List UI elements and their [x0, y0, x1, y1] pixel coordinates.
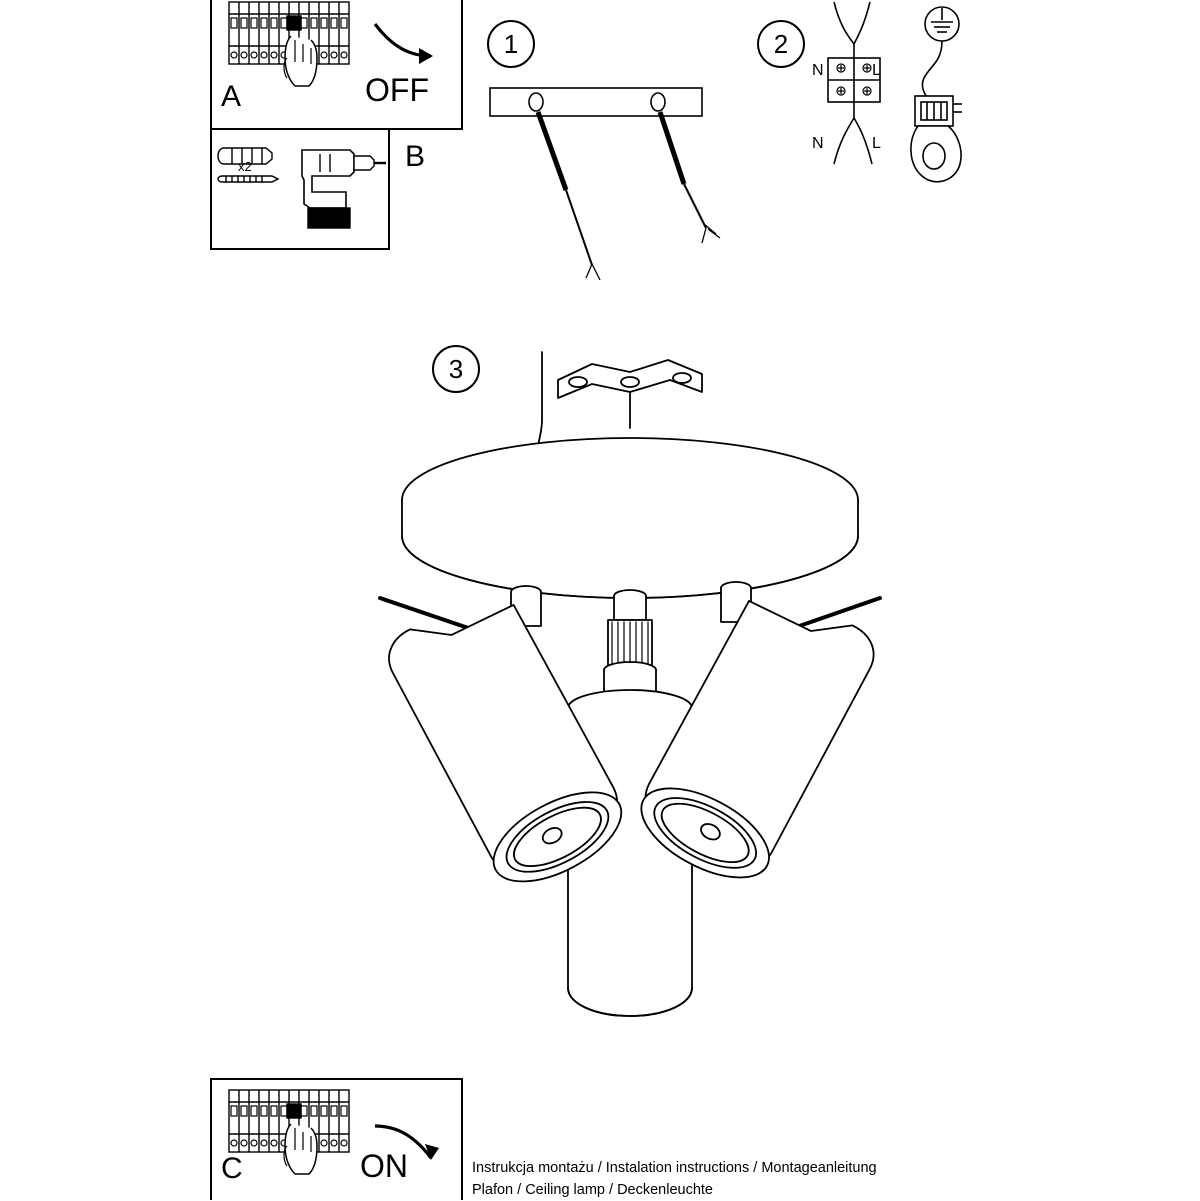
step-2-terminal-n-bottom: N: [812, 135, 824, 152]
step-2-number: 2: [757, 20, 805, 68]
step-2-terminal-l-top: L: [872, 62, 881, 79]
panel-a-action-label: OFF: [365, 72, 429, 108]
panel-a-left-border: [210, 0, 212, 130]
footer-line-2: Plafon / Ceiling lamp / Deckenleuchte: [472, 1182, 713, 1198]
step-2-terminal-n-top: N: [812, 62, 824, 79]
panel-a-letter: A: [221, 80, 242, 113]
step-1-number: 1: [487, 20, 535, 68]
footer-line-1: Instrukcja montażu / Instalation instructions / Montageanleitung: [472, 1160, 877, 1176]
panel-b-bottom-border: [210, 248, 390, 250]
step-2-illustration: [800, 0, 990, 210]
panel-b-quantity-label: x2: [238, 159, 252, 174]
step-2-terminal-l-bottom: L: [872, 135, 881, 152]
panel-c-letter: C: [221, 1152, 243, 1185]
panel-b-left-border: [210, 128, 212, 250]
panel-c-illustration: [225, 1082, 470, 1200]
step-1-illustration: [480, 80, 770, 280]
panel-a-illustration: [225, 0, 470, 128]
panel-c-left-border: [210, 1078, 212, 1200]
panel-c-top-border: [210, 1078, 463, 1080]
panel-b-letter: B: [405, 140, 426, 173]
panel-b-illustration: [214, 130, 389, 248]
step-3-illustration: [330, 340, 950, 1040]
step-3-number: 3: [432, 345, 480, 393]
panel-c-action-label: ON: [360, 1148, 408, 1184]
